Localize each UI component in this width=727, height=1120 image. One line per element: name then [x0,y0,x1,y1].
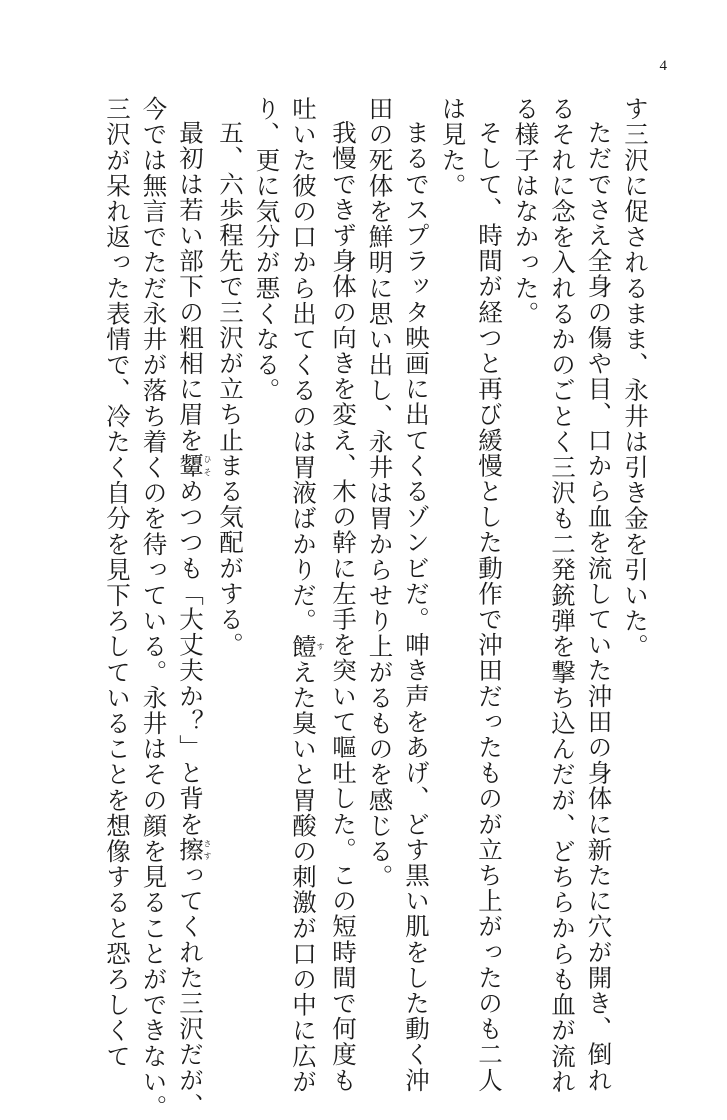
text-line: 三沢が呆れ返った表情で、冷たく自分を見下ろしていることを想像すると恐ろしくて [103,96,132,1069]
text-line: は見た。 [438,96,468,199]
text-line: す三沢に促されるまま、永井は引き金を引いた。 [621,96,650,660]
ruby-word [176,452,212,479]
text-line: そして、時間が経つと再び緩慢とした動作で沖田だったものが立ち上がったのも二人 [475,120,504,1093]
text-segment: 吐いた彼の口から出てくるのは胃液ばかりだ。 [289,96,318,634]
ruby-base: 擦 [176,836,205,863]
text-line: り、更に気分が悪くなる。 [252,96,282,404]
ruby-reading: さす [203,836,212,863]
ruby-base: 顰 [176,452,205,479]
ruby-reading: す [316,633,325,660]
text-segment: えた臭いと胃酸の刺激が口の中に広が [289,659,318,1095]
ruby-word [289,633,325,660]
ruby-reading: ひそ [203,452,212,479]
text-line [285,96,325,1095]
ruby-base: 饐 [289,633,318,660]
page-number: 4 [659,58,667,74]
body-text [99,96,654,1120]
text-line: ただでさえ全身の傷や目、口から血を流していた沖田の身体に新たに穴が開き、倒れ [584,120,614,1093]
text-line: 田の死体を鮮明に思い出し、永井は胃からせり上がるものを感じる。 [365,96,395,890]
ruby-word [176,836,212,863]
text-line: る様子はなかった。 [511,96,541,327]
text-line: 五、六歩程先で三沢が立ち止まる気配がする。 [216,120,245,658]
text-segment: ってくれた三沢だが、 [176,862,205,1119]
text-line: まるでスプラッタ映画に出てくるゾンビだ。呻き声をあげ、どす黒い肌をした動く沖 [402,120,431,1093]
text-segment: めつつも「大丈夫か？」と背を [176,478,205,837]
text-line [172,96,212,1119]
text-line: 今では無言でただ永井が落ち着くのを待っている。永井はその顔を見ることができない。 [139,96,169,1120]
text-line: 我慢できず身体の向きを変え、木の幹に左手を突いて嘔吐した。この短時間で何度も [329,120,358,1093]
text-line: るそれに念を入れるかのごとく三沢も二発銃弾を撃ち込んだが、どちらからも血が流れ [548,96,577,1095]
text-segment: 最初は若い部下の粗相に眉を [176,120,205,453]
